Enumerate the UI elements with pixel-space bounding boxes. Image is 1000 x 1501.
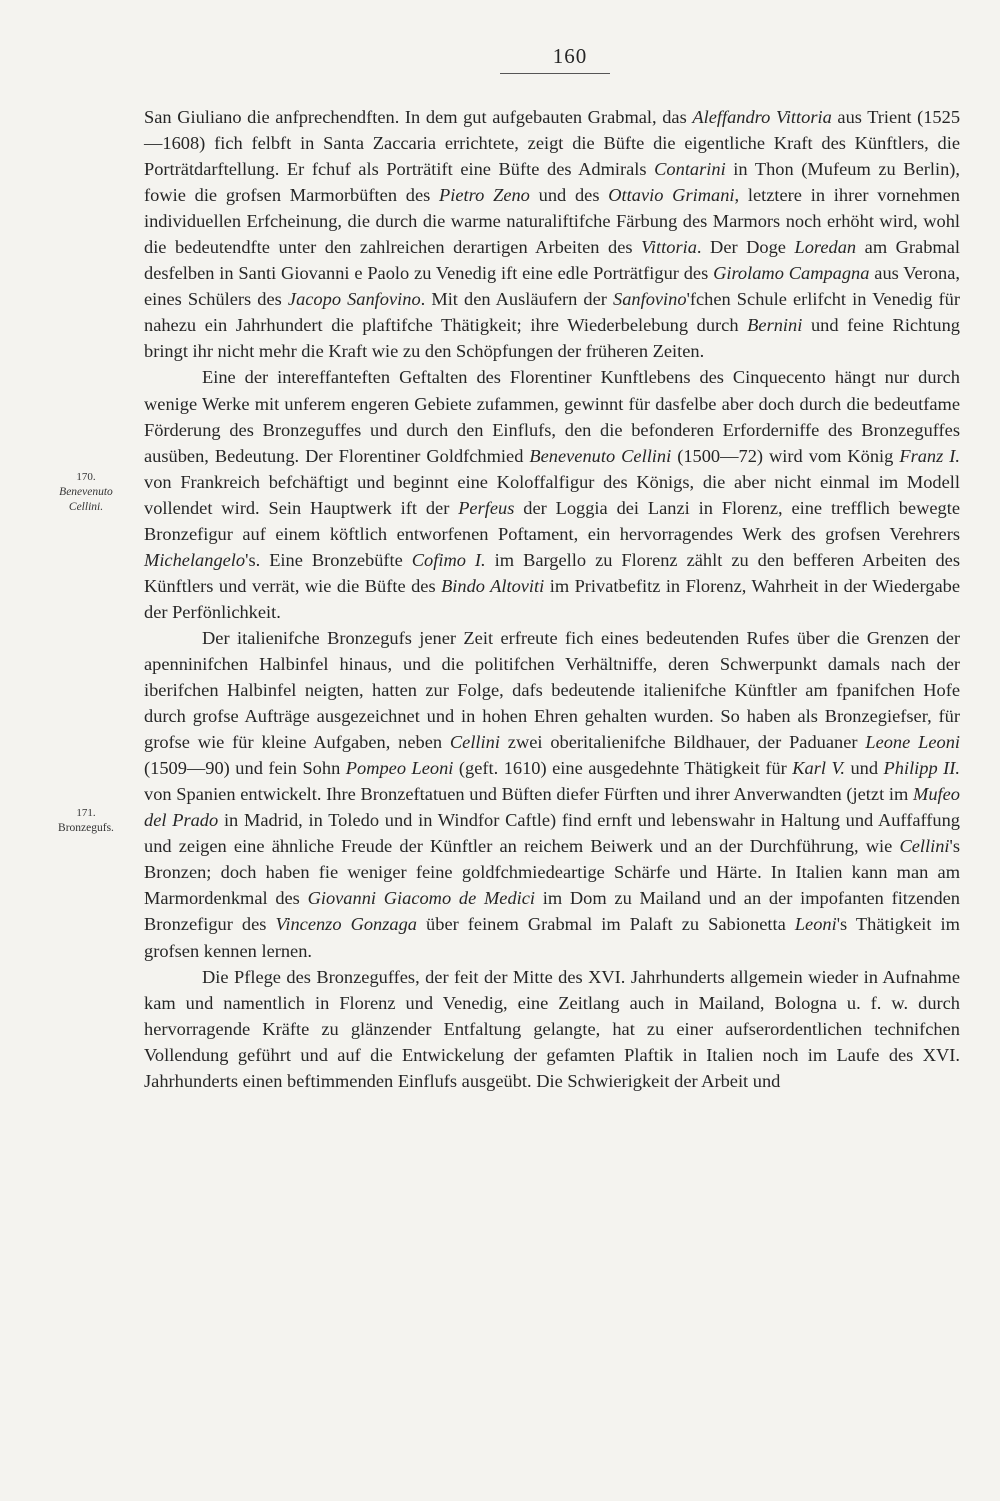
italic-name: Leoni <box>794 914 837 935</box>
text-run: im Dom zu Mailand und an der impofanten fitzenden Bronzefigur des <box>144 888 960 935</box>
italic-name: Philipp II. <box>883 758 961 779</box>
text-run: der Loggia dei Lanzi in Florenz, eine trefflich bewegte Bronzefigur auf einem köftlich entworfenen Poftament, ein hervorragendes Werk des grofsen Verehrers <box>144 497 960 544</box>
text-run: aus Verona, eines Schülers des <box>144 263 960 310</box>
text-run: 's. Eine Bronzebüfte <box>245 549 412 570</box>
paragraph <box>144 104 960 364</box>
text-run: von Frankreich befchäftigt und beginnt eine Koloffalfigur des Königs, die aber nicht einmal im Modell vollendet wird. Sein Hauptwerk ift der <box>144 471 960 518</box>
text-run: im Privatbefitz in Florenz, Wahrheit in der Wiedergabe der Perfönlichkeit. <box>144 575 960 622</box>
margin-note-number: 171. <box>76 807 96 819</box>
margin-note-number: 170. <box>76 471 96 483</box>
text-run: zwei oberitalienifche Bildhauer, der Paduaner <box>499 732 866 753</box>
italic-name: Pompeo Leoni <box>345 758 454 779</box>
paragraph <box>144 964 960 1094</box>
margin-note-title: Benevenuto <box>59 486 113 498</box>
italic-name: Jacopo Sanfovino <box>287 289 421 310</box>
paragraph <box>144 625 960 964</box>
text-run: und <box>844 758 884 779</box>
italic-name: Girolamo Campagna <box>713 263 870 284</box>
text-run: über feinem Grabmal im Palaft zu Sabionetta <box>417 914 795 935</box>
italic-name: Vincenzo Gonzaga <box>275 914 417 935</box>
italic-name: Pietro Zeno <box>439 185 530 206</box>
text-run: San Giuliano die anfprechendften. In dem gut aufgebauten Grabmal, das <box>144 107 693 127</box>
text-run: . Der Doge <box>696 237 795 258</box>
italic-name: Sanfovino <box>613 289 687 310</box>
italic-name: Cofimo I. <box>411 549 486 570</box>
header-rule <box>500 73 610 74</box>
text-run: aus Trient (1525—1608) fich felbft in Santa Zaccaria errichtete, zeigt die Büfte die eigentliche Kraft des Künftlers, die Porträtdarftellung. Er fchuf als Porträtift eine Büfte des Admirals <box>144 107 961 180</box>
text-run: Die Pflege des Bronzeguffes, der feit der Mitte des XVI. Jahrhunderts allgemein wieder in Aufnahme kam und namentlich in Florenz und Venedig, eine Zeitlang auch in Mailand, Bologna u. f. w. durch hervorragende Kräfte zu glänzender Entfaltung gelangte, hat zu einer aufserordentlichen technifchen Vollendung geführt und auf die Entwickelung der gefamten Plaftik in Italien noch im Laufe des XVI. Jahrhunderts einen beftimmenden Einflufs ausgeübt. Die Schwierigkeit der Arbeit und <box>144 966 960 1091</box>
text-run: (1500—72) wird vom König <box>671 445 900 466</box>
margin-note-title: Cellini. <box>68 501 104 513</box>
italic-name: Contarini <box>654 159 726 180</box>
text-run: von Spanien entwickelt. Ihre Bronzeftatuen und Büften diefer Fürften und ihrer Anverwandten (jetzt im <box>144 784 914 805</box>
margin-note-title: Bronzegufs. <box>58 822 114 834</box>
text-run: Der italienifche Bronzegufs jener Zeit erfreute fich eines bedeutenden Rufes über die Grenzen der apenninifchen Halbinfel hinaus, und die politifchen Verhältniffe, deren Schwerpunkt damals nach der iberifchen Halbinfel neigten, hatten zur Folge, dafs bedeutende italienifche Künftler am fpanifchen Hofe durch grofse Aufträge ausgezeichnet und in hohen Ehren gehalten wurden. So haben als Bronzegiefser, für grofse wie für kleine Aufgaben, neben <box>144 627 960 753</box>
italic-name: Bernini <box>747 315 803 336</box>
italic-name: Benevenuto Cellini <box>529 445 672 466</box>
text-run: 's Bronzen; doch haben fie weniger feine goldfchmiedeartige Schärfe und Härte. In Italien kann man am Marmordenkmal des <box>144 836 960 909</box>
text-run: (1509—90) und fein Sohn <box>144 758 346 779</box>
paragraph <box>144 364 960 624</box>
text-run: Eine der intereffanteften Geftalten des Florentiner Kunftlebens des Cinquecento hängt nur durch wenige Werke mit unferem engeren Gebiete zufammen, gewinnt für dasfelbe aber doch durch die bedeutfame Förderung des Bronzeguffes und durch den Einflufs, den die befonderen Erforderniffe des Bronzeguffes ausüben, Bedeutung. Der Florentiner Goldfchmied <box>144 367 960 466</box>
italic-name: Aleffandro Vittoria <box>692 107 832 127</box>
italic-name: Michelangelo <box>144 549 246 570</box>
italic-name: Karl V. <box>792 758 845 779</box>
text-run: , letztere in ihrer vornehmen individuellen Erfcheinung, die durch die warme naturaliftifche Färbung des Marmors noch erhöht wird, wohl die bedeutendfte unter den zahlreichen derartigen Arbeiten des <box>144 185 960 258</box>
italic-name: Franz I. <box>899 445 960 466</box>
margin-note <box>40 470 132 515</box>
text-run: (geft. 1610) eine ausgedehnte Thätigkeit für <box>453 758 793 779</box>
text-run: . Mit den Ausläufern der <box>420 289 613 310</box>
italic-name: Vittoria <box>641 237 697 258</box>
text-run: im Bargello zu Florenz zählt zu den befferen Arbeiten des Künftlers und verrät, wie die Büfte des <box>144 549 960 596</box>
page-number: 160 <box>552 44 588 68</box>
text-run: und des <box>529 185 609 206</box>
text-run: 'fchen Schule erlifcht in Venedig für nahezu ein Jahrhundert die plaftifche Thätigkeit; ihre Wiederbelebung durch <box>144 289 960 336</box>
italic-name: Loredan <box>794 237 857 258</box>
italic-name: Mufeo del Prado <box>144 784 960 831</box>
text-run: und feine Richtung bringt ihr nicht mehr die Kraft wie zu den Schöpfungen der früheren Zeiten. <box>144 315 960 362</box>
margin-note <box>40 806 132 836</box>
italic-name: Giovanni Giacomo de Medici <box>307 888 536 909</box>
italic-name: Cellini <box>899 836 950 857</box>
italic-name: Ottavio Grimani <box>608 185 735 206</box>
text-run: in Thon (Mufeum zu Berlin), fowie die grofsen Marmorbüften des <box>144 159 960 206</box>
body-text <box>144 104 960 1094</box>
text-run: 's Thätigkeit im grofsen kennen lernen. <box>144 914 960 961</box>
italic-name: Cellini <box>449 732 500 753</box>
text-run: am Grabmal desfelben in Santi Giovanni e Paolo zu Venedig ift eine edle Porträtfigur des <box>144 237 960 284</box>
italic-name: Leone Leoni <box>865 732 961 753</box>
italic-name: Perfeus <box>458 497 515 518</box>
text-run: in Madrid, in Toledo und in Windfor Caftle) find ernft und lebenswahr in Haltung und Auffaffung und zeigen eine ähnliche Freude der Künftler an reichem Beiwerk und an der Durchführung, wie <box>144 810 961 857</box>
italic-name: Bindo Altoviti <box>441 575 545 596</box>
